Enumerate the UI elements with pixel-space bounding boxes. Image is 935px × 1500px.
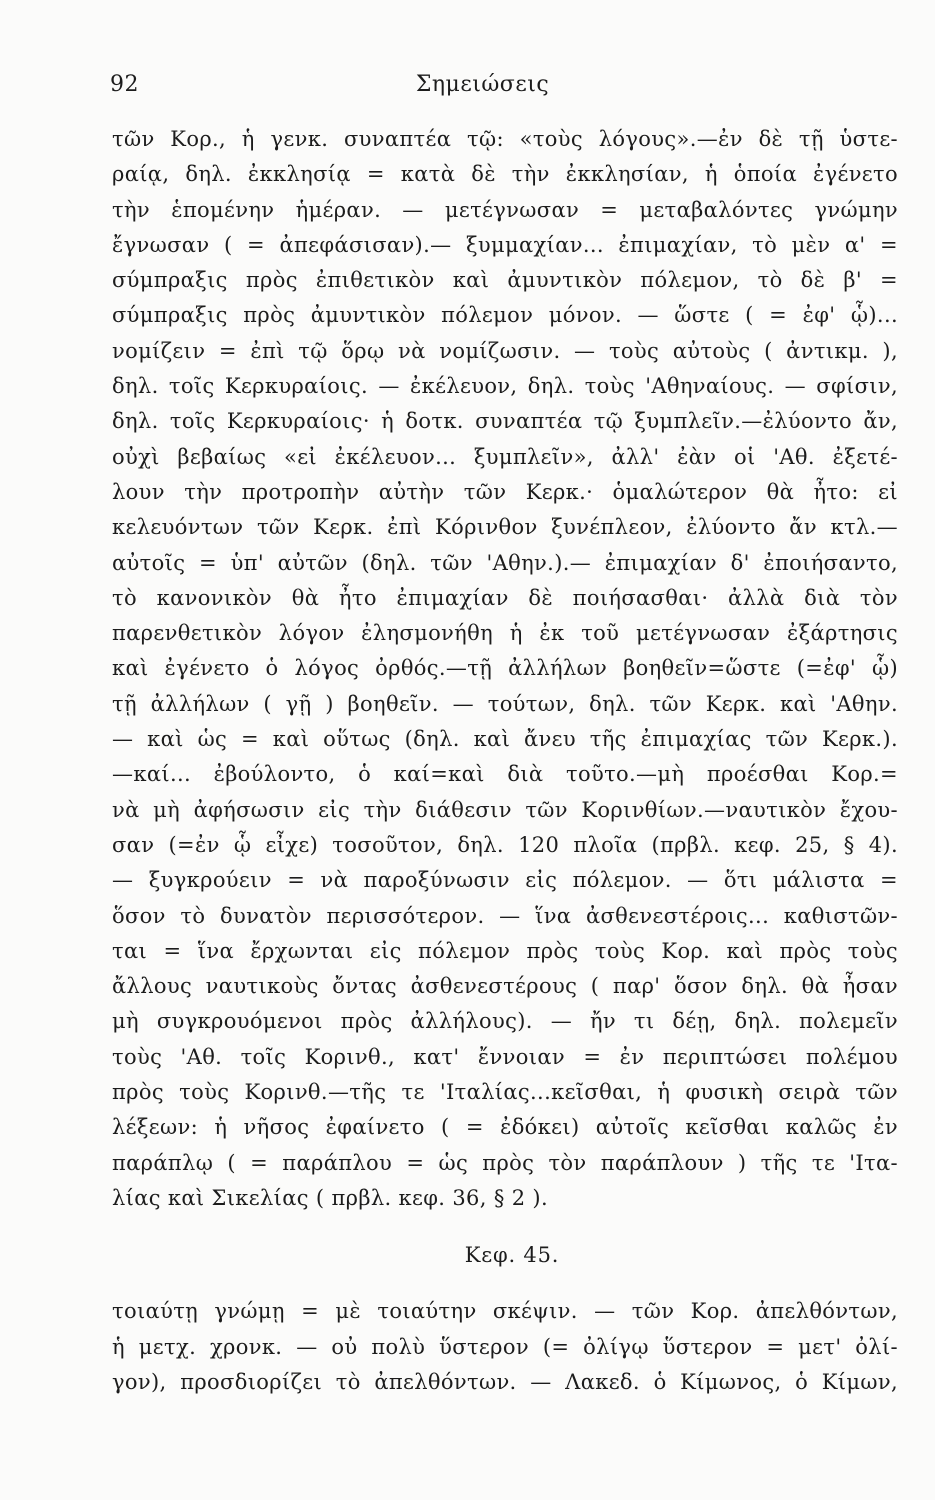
text-line: τῇ ἀλλήλων ( γῇ ) βοηθεῖν. — τούτων, δηλ. τῶν Κερκ. καὶ 'Αθην.	[112, 691, 898, 716]
text-line: νὰ μὴ ἀφήσωσιν εἰς τὴν διάθεσιν τῶν Κορινθίων.—ναυτικὸν ἔχου-	[112, 797, 898, 822]
text-line: — ξυγκρούειν = νὰ παροξύνωσιν εἰς πόλεμον. — ὅτι μάλιστα =	[112, 868, 898, 893]
text-line: γον), προσδιορίζει τὸ ἀπελθόντων. — Λακεδ. ὁ Κίμωνος, ὁ Κίμων,	[112, 1369, 898, 1394]
text-line: καὶ ἐγένετο ὁ λόγος ὀρθός.—τῇ ἀλλήλων βοηθεῖν=ὥστε (=ἐφ' ᾧ)	[112, 656, 898, 681]
text-line: δηλ. τοῖς Κερκυραίοις. — ἐκέλευον, δηλ. τοὺς 'Αθηναίους. — σφίσιν,	[112, 374, 898, 399]
text-line: σαν (=ἐν ᾧ εἶχε) τοσοῦτον, δηλ. 120 πλοῖα (πρβλ. κεφ. 25, § 4).	[112, 832, 898, 857]
text-line: κελευόντων τῶν Κερκ. ἐπὶ Κόρινθον ξυνέπλεον, ἐλύοντο ἄν κτλ.—	[112, 515, 898, 540]
text-line: δηλ. τοῖς Κερκυραίοις· ἡ δοτκ. συναπτέα τῷ ξυμπλεῖν.—ἐλύοντο ἄν,	[112, 409, 898, 434]
text-line: πρὸς τοὺς Κορινθ.—τῆς τε 'Ιταλίας...κεῖσθαι, ἡ φυσικὴ σειρὰ τῶν	[112, 1080, 898, 1105]
text-line: — καὶ ὡς = καὶ οὕτως (δηλ. καὶ ἄνευ τῆς ἐπιμαχίας τῶν Κερκ.).	[112, 727, 898, 752]
text-line: ται = ἵνα ἔρχωνται εἰς πόλεμον πρὸς τοὺς Κορ. καὶ πρὸς τοὺς	[112, 938, 898, 963]
notes-body	[112, 122, 898, 1400]
text-line: αὐτοῖς = ὑπ' αὐτῶν (δηλ. τῶν 'Αθην.).— ἐπιμαχίαν δ' ἐποιήσαντο,	[112, 550, 898, 575]
text-line: τὸ κανονικὸν θὰ ἦτο ἐπιμαχίαν δὲ ποιήσασθαι· ἀλλὰ διὰ τὸν	[112, 585, 898, 610]
notes-chapter-45	[112, 1294, 898, 1400]
text-line: λίας καὶ Σικελίας ( πρβλ. κεφ. 36, § 2 ).	[112, 1185, 549, 1210]
text-line: λουν τὴν προτροπὴν αὐτὴν τῶν Κερκ.· ὁμαλώτερον θὰ ἦτο: εἰ	[112, 479, 898, 504]
text-line: νομίζειν = ἐπὶ τῷ ὅρῳ νὰ νομίζωσιν. — τοὺς αὐτοὺς ( ἀντικμ. ),	[112, 338, 898, 363]
text-line: ἔγνωσαν ( = ἀπεφάσισαν).— ξυμμαχίαν... ἐπιμαχίαν, τὸ μὲν α' =	[112, 232, 898, 257]
text-line: παρενθετικὸν λόγον ἐλησμονήθη ἡ ἐκ τοῦ μετέγνωσαν ἐξάρτησις	[112, 621, 898, 646]
text-line: παράπλῳ ( = παράπλου = ὡς πρὸς τὸν παράπλουν ) τῆς τε 'Ιτα-	[112, 1150, 898, 1175]
text-line: τὴν ἑπομένην ἡμέραν. — μετέγνωσαν = μεταβαλόντες γνώμην	[112, 197, 898, 222]
text-line: ὅσον τὸ δυνατὸν περισσότερον. — ἵνα ἀσθενεστέροις... καθιστῶν-	[112, 903, 898, 928]
text-line: σύμπραξις πρὸς ἀμυντικὸν πόλεμον μόνον. — ὥστε ( = ἐφ' ᾧ)...	[112, 303, 898, 328]
text-line: ἄλλους ναυτικοὺς ὄντας ἀσθενεστέρους ( παρ' ὅσον δηλ. θὰ ἦσαν	[112, 974, 898, 999]
text-line: ἡ μετχ. χρονκ. — οὐ πολὺ ὕστερον (= ὀλίγῳ ὕστερον = μετ' ὀλί-	[112, 1334, 898, 1359]
section-heading: Κεφ. 45.	[464, 1243, 560, 1268]
page-header	[110, 72, 855, 112]
text-line: σύμπραξις πρὸς ἐπιθετικὸν καὶ ἀμυντικὸν πόλεμον, τὸ δὲ β' =	[112, 268, 898, 293]
running-title: Σημειώσεις	[415, 72, 550, 97]
text-line: μὴ συγκρουόμενοι πρὸς ἀλλήλους). — ἤν τι δέῃ, δηλ. πολεμεῖν	[112, 1009, 898, 1034]
page-number: 92	[110, 72, 139, 97]
text-line: τοιαύτῃ γνώμῃ = μὲ τοιαύτην σκέψιν. — τῶν Κορ. ἀπελθόντων,	[112, 1299, 898, 1324]
text-line: τοὺς 'Αθ. τοῖς Κορινθ., κατ' ἔννοιαν = ἐν περιπτώσει πολέμου	[112, 1044, 898, 1069]
text-line: λέξεων: ἡ νῆσος ἐφαίνετο ( = ἐδόκει) αὐτοῖς κεῖσθαι καλῶς ἐν	[112, 1115, 898, 1140]
text-line: ραίᾳ, δηλ. ἐκκλησίᾳ = κατὰ δὲ τὴν ἐκκλησίαν, ἡ ὁποία ἐγένετο	[112, 162, 898, 187]
notes-chapter-44	[112, 122, 898, 1216]
text-line: οὐχὶ βεβαίως «εἰ ἐκέλευον... ξυμπλεῖν», ἀλλ' ἐὰν οἱ 'Αθ. ἐξετέ-	[112, 444, 898, 469]
text-line: —καί... ἐβούλοντο, ὁ καί=καὶ διὰ τοῦτο.—μὴ προέσθαι Κορ.=	[112, 762, 898, 787]
text-line: τῶν Κορ., ἡ γενκ. συναπτέα τῷ: «τοὺς λόγους».—ἐν δὲ τῇ ὑστε-	[112, 127, 898, 151]
